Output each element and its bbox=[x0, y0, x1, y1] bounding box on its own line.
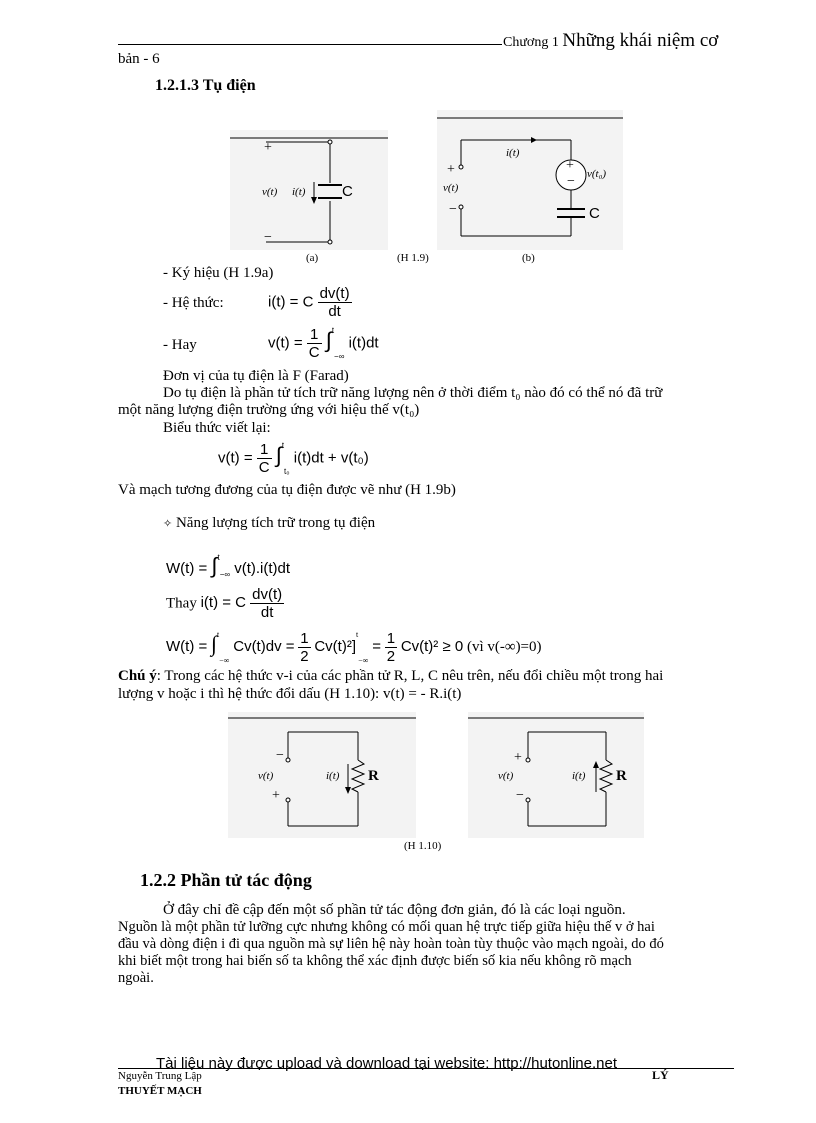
figure-1-9a: + − v(t) i(t) C bbox=[230, 130, 388, 250]
capacitor-equivalent-diagram bbox=[437, 110, 623, 250]
footer-ly: LÝ bbox=[652, 1068, 669, 1082]
caption-h-1-9: (H 1.9) bbox=[397, 252, 429, 264]
section-title-capacitor: 1.2.1.3 Tụ điện bbox=[155, 77, 256, 94]
minus-terminal: − bbox=[264, 230, 272, 245]
figure-1-10-right: + v(t) − i(t) R bbox=[468, 712, 644, 838]
equation-current: i(t) = C $\frac{dv(t)}{dt}$ bbox=[268, 285, 350, 320]
header-title: Những khái niệm cơ bbox=[562, 30, 719, 51]
section-title-active: 1.2.2 Phần tử tác động bbox=[140, 870, 312, 890]
equation-voltage: v(t) = $\frac{1}{C}$ ∫$^t$−∞ i(t)dt bbox=[268, 326, 379, 361]
diamond-bullet-icon: ✧ bbox=[163, 518, 173, 530]
equivalent-circuit-note: Và mạch tương đương của tụ điện được vẽ như (H 1.9b) bbox=[118, 482, 456, 498]
upload-notice: Tài liệu này được upload và download tại website: http://hutonline.net bbox=[156, 1055, 618, 1072]
page-number: 6 bbox=[152, 51, 160, 67]
stored-energy-heading: ✧ Năng lượng tích trữ trong tụ điện bbox=[163, 515, 376, 531]
symbol-note: - Ký hiệu (H 1.9a) bbox=[163, 265, 274, 281]
footer-author: Nguyễn Trung Lập bbox=[118, 1070, 202, 1082]
energy-para-line2: một năng lượng điện trường ứng với hiệu thế v(t₀) bbox=[118, 402, 420, 418]
relation-label: - Hệ thức: bbox=[163, 295, 224, 311]
active-para-line1: Ở đây chỉ đề cập đến một số phần tử tác động đơn giản, đó là các loại nguồn. bbox=[163, 902, 626, 918]
active-para-line3: đầu và dòng điện i đi qua nguồn mà sự liên hệ này hoàn toàn tùy thuộc vào mạch ngoài, do đó bbox=[118, 936, 664, 952]
caption-a: (a) bbox=[306, 252, 319, 264]
note-line2: lượng v hoặc i thì hệ thức đổi dấu (H 1.10): v(t) = - R.i(t) bbox=[118, 686, 462, 702]
caption-b: (b) bbox=[522, 252, 535, 264]
figure-1-9b: i(t) + v(t) − + − v(t₀) C bbox=[437, 110, 623, 250]
active-para-line2: Nguồn là một phần tử lưỡng cực nhưng không có mối quan hệ trực tiếp giữa hiệu thế v ở hai bbox=[118, 919, 655, 935]
caption-h-1-10: (H 1.10) bbox=[404, 840, 442, 852]
unit-note: Đơn vị của tụ điện là F (Farad) bbox=[163, 368, 349, 384]
or-label: - Hay bbox=[163, 337, 197, 353]
substitute-line: Thay i(t) = C $\frac{dv(t)}{dt}$ bbox=[166, 586, 283, 621]
energy-para-line1: Do tụ điện là phần tử tích trữ năng lượng nên ở thời điểm t₀ nào đó có thể nó đã trữ bbox=[163, 385, 663, 401]
header-continuation: bản - 6 bbox=[118, 51, 160, 67]
header-rule bbox=[118, 44, 502, 45]
active-para-line4: khi biết một trong hai biến số ta không thể xác định được biến số kia nếu không rõ mạch bbox=[118, 953, 632, 969]
header-chapter: Chương 1 bbox=[503, 35, 559, 50]
resistor-diagram-left bbox=[228, 712, 416, 838]
footer-subject: THUYẾT MẠCH bbox=[118, 1085, 202, 1097]
note-line1: Chú ý: Trong các hệ thức v-i của các phần tử R, L, C nêu trên, nếu đổi chiều một trong hai bbox=[118, 668, 664, 684]
figure-1-10-left: − v(t) + i(t) R bbox=[228, 712, 416, 838]
capacitor-symbol-diagram bbox=[230, 130, 388, 250]
equation-voltage-t0: v(t) = $\frac{1}{C}$ ∫$^t$t₀ i(t)dt + v(t₀) bbox=[218, 441, 369, 476]
active-para-line5: ngoài. bbox=[118, 970, 154, 986]
plus-terminal: + bbox=[264, 140, 272, 155]
rewrite-label: Biểu thức viết lại: bbox=[163, 420, 271, 436]
equation-energy-result: W(t) = ∫$^t$−∞ Cv(t)dv = $\frac{1}{2}$ Cv(t)²]$^t$−∞ = $\frac{1}{2}$ Cv(t)² ≥ 0 (vì v(-∞)=0) bbox=[166, 630, 542, 665]
running-header bbox=[503, 30, 718, 52]
equation-energy: W(t) = ∫$^t$−∞ v(t).i(t)dt bbox=[166, 553, 291, 579]
